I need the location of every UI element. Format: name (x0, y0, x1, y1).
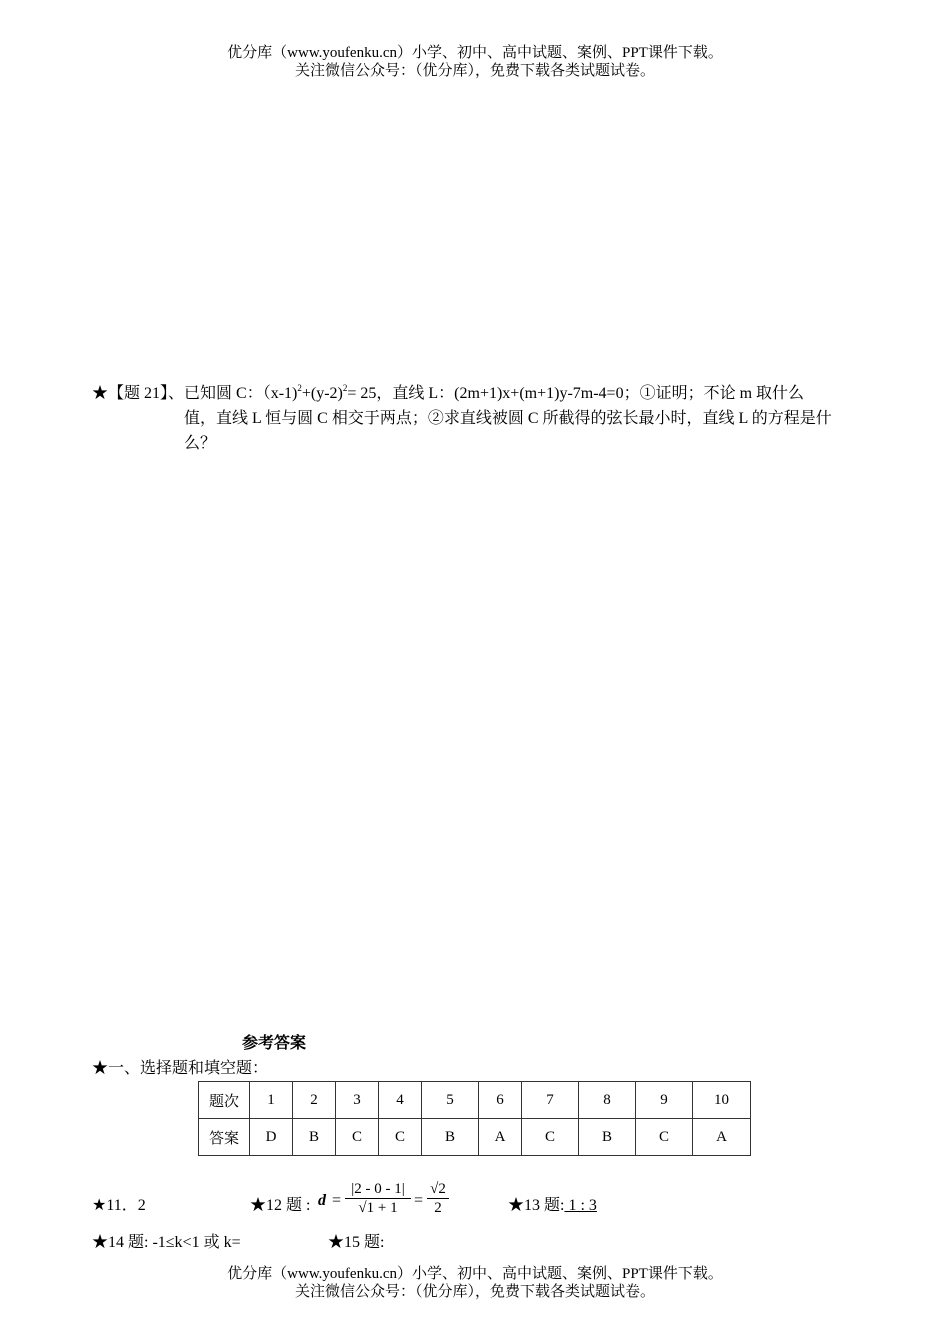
table-cell: 3 (336, 1082, 379, 1119)
fraction-numerator: |2 - 0 - 1| (345, 1181, 411, 1199)
question-21-line-3: 么？ (184, 435, 217, 452)
question-21 (92, 381, 862, 456)
answer-12-var: d (318, 1192, 326, 1209)
table-cell: C (336, 1119, 379, 1156)
table-cell: 4 (379, 1082, 422, 1119)
footer-line-1: 优分库（www.youfenku.cn）小学、初中、高中试题、案例、PPT课件下载。 (227, 1266, 723, 1282)
table-row (199, 1119, 751, 1156)
question-21-label: ★【题 21】 (92, 385, 169, 402)
answer-12-fraction-1 (345, 1181, 411, 1217)
question-21-line-2: 值，直线 L 恒与圆 C 相交于两点；②求直线被圆 C 所截得的弦长最小时，直线 L 的方程是什 (184, 410, 832, 427)
answer-12-equals-2: = (414, 1192, 424, 1209)
answers-title: 参考答案 (242, 1035, 307, 1052)
answer-12-fraction-2 (427, 1181, 449, 1217)
table-cell: 1 (250, 1082, 293, 1119)
question-21-line-1: ★【题 21】、已知圆 C：$(x-1)^2+(y-2)^2= 25$，直线 L：(2m+1)x+(m+1)y-7m-4=0；①证明；不论 m 取什么 (92, 383, 805, 402)
row-label: 答案 (199, 1119, 250, 1156)
fraction-denominator: 2 (434, 1200, 442, 1216)
section-1-heading: ★一、选择题和填空题： (92, 1060, 269, 1077)
table-cell: A (479, 1119, 522, 1156)
footer-line-2: 关注微信公众号：（优分库），免费下载各类试题试卷。 (294, 1284, 655, 1300)
table-row (199, 1082, 751, 1119)
fraction-numerator: √2 (427, 1181, 449, 1199)
table-cell: 2 (293, 1082, 336, 1119)
page-footer (0, 1265, 950, 1301)
table-cell: C (522, 1119, 579, 1156)
header-line-1: 优分库（www.youfenku.cn）小学、初中、高中试题、案例、PPT课件下载。 (227, 45, 723, 61)
answer-12-equals: = (332, 1192, 342, 1209)
answer-15: ★15 题: (328, 1234, 385, 1251)
table-cell: B (422, 1119, 479, 1156)
answer-11: ★11．2 (92, 1197, 146, 1214)
row-label: 题次 (199, 1082, 250, 1119)
table-cell: 10 (693, 1082, 751, 1119)
fraction-denominator: √1 + 1 (358, 1200, 398, 1216)
page-header (0, 44, 950, 80)
table-cell: D (250, 1119, 293, 1156)
header-line-2: 关注微信公众号：（优分库），免费下载各类试题试卷。 (294, 63, 655, 79)
table-cell: A (693, 1119, 751, 1156)
answer-12-label: ★12 题 : (250, 1197, 311, 1214)
answer-13-label: ★13 题: (508, 1197, 565, 1214)
answer-13 (508, 1192, 597, 1215)
table-cell: B (293, 1119, 336, 1156)
table-cell: 5 (422, 1082, 479, 1119)
table-cell: 7 (522, 1082, 579, 1119)
answer-table (198, 1081, 751, 1156)
table-cell: B (579, 1119, 636, 1156)
answer-14: ★14 题: -1≤k<1 或 k= (92, 1234, 241, 1251)
table-cell: C (636, 1119, 693, 1156)
answer-13-value: 1 : 3 (564, 1197, 597, 1214)
table-cell: 6 (479, 1082, 522, 1119)
table-cell: C (379, 1119, 422, 1156)
table-cell: 8 (579, 1082, 636, 1119)
table-cell: 9 (636, 1082, 693, 1119)
